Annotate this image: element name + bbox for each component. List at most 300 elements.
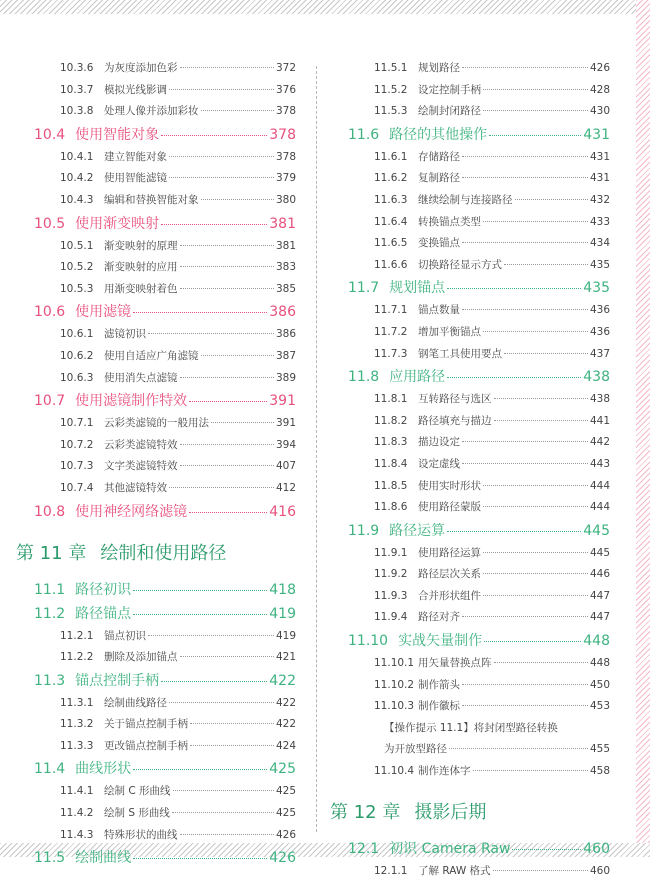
entry-number: 11.4 [34, 761, 66, 778]
page-number: 446 [589, 568, 610, 581]
dot-leader [180, 245, 274, 246]
dot-leader [133, 590, 267, 591]
page-number: 445 [589, 546, 610, 559]
entry-title: 切换路径显示方式 [418, 258, 502, 271]
entry-title: 锚点控制手柄 [75, 672, 160, 689]
subsection-entry[interactable] [60, 80, 296, 102]
page-number: 421 [275, 651, 296, 664]
subsection-entry[interactable] [374, 586, 610, 608]
dot-leader [190, 723, 274, 724]
dot-leader [462, 705, 588, 706]
dot-leader [180, 266, 274, 267]
page-number: 391 [275, 417, 296, 430]
dot-leader [484, 641, 581, 642]
subsection-entry[interactable] [60, 324, 296, 346]
entry-number: 11.3.1 [60, 696, 94, 709]
chapter-title: 摄影后期 [414, 801, 487, 823]
dot-leader [483, 89, 588, 90]
entry-number: 11.4.3 [60, 828, 94, 841]
entry-number: 10.5 [34, 215, 66, 232]
subsection-entry[interactable] [374, 675, 610, 697]
page-number: 436 [589, 325, 610, 338]
dot-leader [133, 858, 267, 859]
subsection-entry[interactable] [374, 432, 610, 454]
page-number: 422 [275, 718, 296, 731]
subsection-entry[interactable] [374, 300, 610, 322]
entry-title: 云彩类滤镜的一般用法 [104, 417, 209, 430]
entry-number: 11.5.2 [374, 83, 408, 96]
entry-number: 10.7.2 [60, 438, 94, 451]
page-number: 418 [269, 581, 296, 598]
dot-leader [133, 614, 267, 615]
subsection-entry[interactable] [60, 346, 296, 368]
entry-title: 关于锚点控制手柄 [104, 718, 188, 731]
dot-leader [189, 512, 267, 513]
subsection-entry[interactable] [374, 761, 610, 783]
page-number: 426 [589, 62, 610, 74]
subsection-entry[interactable] [374, 233, 610, 255]
entry-title: 制作徽标 [418, 700, 460, 713]
subsection-entry[interactable] [60, 147, 296, 169]
page-number: 378 [275, 150, 296, 163]
entry-title: 锚点数量 [418, 304, 460, 317]
section-entry[interactable] [348, 837, 610, 861]
entry-title: 绘制封闭路径 [418, 105, 481, 118]
entry-number: 11.10.3 [374, 700, 415, 713]
subsection-entry[interactable] [374, 80, 610, 102]
dot-leader [512, 849, 581, 850]
page-number: 386 [275, 328, 296, 341]
page-number: 407 [275, 460, 296, 473]
entry-title: 绘制 C 形曲线 [104, 785, 171, 798]
page-number: 391 [269, 393, 296, 410]
dot-leader [447, 288, 581, 289]
subsection-entry[interactable] [374, 58, 610, 80]
dot-leader [494, 420, 588, 421]
entry-number: 11.2.2 [60, 651, 94, 664]
page-number: 437 [589, 347, 610, 360]
page-number: 372 [275, 62, 296, 74]
entry-number: 11.8.6 [374, 501, 408, 514]
subsection-entry[interactable] [374, 564, 610, 586]
subsection-entry[interactable] [60, 456, 296, 478]
dot-leader [462, 309, 588, 310]
entry-number: 10.7.1 [60, 417, 94, 430]
page-number: 447 [589, 611, 610, 624]
entry-number: 10.7.4 [60, 481, 94, 494]
subsection-entry[interactable] [374, 190, 610, 212]
page-number: 434 [589, 237, 610, 250]
section-entry[interactable] [348, 629, 610, 653]
entry-title: 转换锚点类型 [418, 215, 481, 228]
entry-title: 变换锚点 [418, 237, 460, 250]
entry-number: 10.3.6 [60, 62, 94, 74]
entry-title: 路径对齐 [418, 611, 460, 624]
dot-leader [483, 110, 588, 111]
page-number: 460 [583, 840, 610, 857]
page-number: 422 [269, 672, 296, 689]
page-number: 387 [275, 349, 296, 362]
subsection-entry[interactable] [374, 212, 610, 234]
subsection-entry[interactable] [60, 647, 296, 669]
subsection-entry[interactable] [60, 236, 296, 258]
page-number: 425 [269, 761, 296, 778]
page-number: 381 [275, 239, 296, 252]
page-number: 443 [589, 457, 610, 470]
dot-leader [180, 465, 274, 466]
entry-number: 10.4.3 [60, 193, 94, 206]
entry-title: 路径填充与描边 [418, 414, 492, 427]
dot-leader [504, 353, 588, 354]
page-number: 436 [589, 304, 610, 317]
page-number: 431 [583, 126, 610, 143]
subsection-entry[interactable] [374, 322, 610, 344]
entry-title: 处理人像并添加彩妆 [104, 105, 199, 118]
dot-leader [447, 377, 581, 378]
entry-title: 绘制 S 形曲线 [104, 807, 170, 820]
entry-number: 10.6.2 [60, 349, 94, 362]
page-number: 380 [275, 193, 296, 206]
entry-title: 路径运算 [389, 522, 446, 539]
entry-title: 制作连体字 [418, 765, 471, 778]
page-number: 386 [269, 304, 296, 321]
section-entry[interactable] [34, 300, 296, 324]
entry-number: 11.9.2 [374, 568, 408, 581]
entry-title: 使用滤镜 [75, 304, 132, 321]
chapter-title: 绘制和使用路径 [100, 542, 227, 564]
subsection-entry[interactable] [60, 781, 296, 803]
section-entry[interactable] [34, 602, 296, 626]
entry-number: 10.3.7 [60, 83, 94, 96]
subsection-entry[interactable] [60, 368, 296, 390]
entry-title: 继续绘制与连接路径 [418, 193, 513, 206]
dot-leader [462, 242, 588, 243]
entry-number: 11.3.2 [60, 718, 94, 731]
entry-number: 11.8.3 [374, 436, 408, 449]
column-divider [316, 66, 317, 832]
entry-title: 锚点初识 [104, 629, 146, 642]
subsection-entry[interactable] [374, 389, 610, 411]
entry-number: 11.9 [348, 522, 380, 539]
entry-title: 路径的其他操作 [389, 126, 488, 143]
entry-number: 10.7.3 [60, 460, 94, 473]
entry-title: 制作箭头 [418, 678, 460, 691]
dot-leader [180, 656, 274, 657]
dot-leader [462, 156, 588, 157]
entry-number: 11.6 [348, 126, 380, 143]
subsection-entry[interactable] [374, 454, 610, 476]
entry-number: 10.6.1 [60, 328, 94, 341]
entry-title: 其他滤镜特效 [104, 481, 167, 494]
section-entry[interactable] [34, 389, 296, 413]
entry-title: 使用路径蒙版 [418, 501, 481, 514]
entry-title: 用矢量替换点阵 [418, 657, 492, 670]
dot-leader [161, 135, 267, 136]
dot-leader [489, 135, 581, 136]
subsection-entry[interactable] [60, 279, 296, 301]
entry-title: 删除及添加锚点 [104, 651, 178, 664]
page-number: 455 [589, 743, 610, 756]
page-number: 432 [589, 193, 610, 206]
entry-title: 使用神经网络滤镜 [75, 503, 188, 520]
page-number: 435 [583, 280, 610, 297]
dot-leader [180, 67, 274, 68]
subsection-entry[interactable] [60, 168, 296, 190]
subsection-entry[interactable] [374, 497, 610, 519]
page-number: 441 [589, 414, 610, 427]
subsection-entry[interactable] [374, 653, 610, 675]
subsection-entry[interactable] [60, 413, 296, 435]
subsection-entry[interactable] [374, 411, 610, 433]
dot-leader [211, 422, 274, 423]
section-entry[interactable] [348, 365, 610, 389]
page-number: 426 [275, 828, 296, 841]
entry-title: 路径层次关系 [418, 568, 481, 581]
subsection-entry[interactable] [60, 803, 296, 825]
entry-number: 11.6.5 [374, 237, 408, 250]
dot-leader [161, 681, 267, 682]
entry-number: 11.9.3 [374, 589, 408, 602]
section-entry[interactable] [34, 500, 296, 524]
section-entry[interactable] [348, 276, 610, 300]
dot-leader [180, 834, 274, 835]
entry-number: 11.6.6 [374, 258, 408, 271]
page-number: 376 [275, 83, 296, 96]
dot-leader [483, 573, 588, 574]
entry-number: 10.6 [34, 304, 66, 321]
entry-title: 渐变映射的应用 [104, 261, 178, 274]
entry-title: 使用消失点滤镜 [104, 371, 178, 384]
page-number: 448 [583, 633, 610, 650]
dot-leader [494, 398, 588, 399]
section-entry[interactable] [34, 123, 296, 147]
subsection-entry[interactable] [60, 736, 296, 758]
entry-number: 11.6.3 [374, 193, 408, 206]
entry-number: 11.7.3 [374, 347, 408, 360]
entry-number: 10.3.8 [60, 105, 94, 118]
entry-number: 11.5.3 [374, 105, 408, 118]
note-entry-continued[interactable] [384, 739, 610, 761]
chapter-number: 第 11 章 [16, 542, 87, 564]
entry-title: 绘制曲线 [75, 850, 132, 867]
note-entry[interactable] [384, 718, 610, 740]
page-number: 422 [275, 696, 296, 709]
page-number: 430 [589, 105, 610, 118]
page-number: 453 [589, 700, 610, 713]
section-entry[interactable] [34, 578, 296, 602]
entry-number: 11.6.2 [374, 172, 408, 185]
entry-title: 应用路径 [389, 369, 446, 386]
dot-leader [169, 89, 274, 90]
dot-leader [483, 595, 588, 596]
subsection-entry[interactable] [60, 478, 296, 500]
entry-number: 11.3.3 [60, 739, 94, 752]
entry-number: 11.9.1 [374, 546, 408, 559]
dot-leader [169, 156, 274, 157]
page-number: 428 [589, 83, 610, 96]
entry-title: 为灰度添加色彩 [104, 62, 178, 74]
dot-leader [462, 441, 588, 442]
subsection-entry[interactable] [374, 147, 610, 169]
page-number: 435 [589, 258, 610, 271]
entry-title: 使用滤镜制作特效 [75, 393, 188, 410]
subsection-entry[interactable] [60, 693, 296, 715]
dot-leader [483, 221, 588, 222]
entry-number: 10.5.2 [60, 261, 94, 274]
entry-title: 使用智能滤镜 [104, 172, 167, 185]
subsection-entry[interactable] [374, 168, 610, 190]
entry-number: 10.8 [34, 503, 66, 520]
entry-title: 规划路径 [418, 62, 460, 74]
note-line-1: 【操作提示 11.1】将封闭型路径转换 [384, 721, 558, 734]
entry-number: 11.8 [348, 369, 380, 386]
entry-title: 钢笔工具使用要点 [418, 347, 502, 360]
dot-leader [180, 377, 274, 378]
subsection-entry[interactable] [60, 257, 296, 279]
subsection-entry[interactable] [374, 476, 610, 498]
dot-leader [462, 67, 588, 68]
section-entry[interactable] [34, 669, 296, 693]
chapter-heading[interactable] [330, 791, 610, 835]
page-number: 416 [269, 503, 296, 520]
subsection-entry[interactable] [374, 861, 610, 882]
entry-title: 使用实时形状 [418, 479, 481, 492]
entry-title: 设定虚线 [418, 457, 460, 470]
entry-number: 11.8.1 [374, 393, 408, 406]
entry-title: 复制路径 [418, 172, 460, 185]
page-number: 426 [269, 850, 296, 867]
entry-title: 渐变映射的原理 [104, 239, 178, 252]
subsection-entry[interactable] [374, 344, 610, 366]
page-number: 419 [275, 629, 296, 642]
dot-leader [462, 463, 588, 464]
page-number: 378 [269, 126, 296, 143]
entry-title: 使用路径运算 [418, 546, 481, 559]
subsection-entry[interactable] [60, 58, 296, 80]
dot-leader [180, 288, 274, 289]
subsection-entry[interactable] [60, 190, 296, 212]
dot-leader [148, 635, 274, 636]
page-number: 431 [589, 150, 610, 163]
dot-leader [148, 333, 274, 334]
page-number: 381 [269, 215, 296, 232]
right-stripe-border [636, 0, 650, 857]
entry-title: 曲线形状 [75, 761, 132, 778]
entry-title: 互转路径与选区 [418, 393, 492, 406]
note-line-2: 为开放型路径 [384, 743, 447, 756]
dot-leader [201, 355, 274, 356]
entry-number: 10.4.1 [60, 150, 94, 163]
subsection-entry[interactable] [374, 543, 610, 565]
subsection-entry[interactable] [374, 696, 610, 718]
entry-number: 10.4 [34, 126, 66, 143]
dot-leader [161, 224, 267, 225]
dot-leader [515, 199, 588, 200]
entry-number: 11.2.1 [60, 629, 94, 642]
page-number: 442 [589, 436, 610, 449]
page-number: 431 [589, 172, 610, 185]
entry-title: 了解 RAW 格式 [418, 864, 491, 877]
entry-number: 11.3 [34, 672, 66, 689]
entry-number: 11.2 [34, 605, 66, 622]
page-number: 383 [275, 261, 296, 274]
dot-leader [483, 485, 588, 486]
page-number: 445 [583, 522, 610, 539]
dot-leader [462, 177, 588, 178]
dot-leader [483, 331, 588, 332]
page-number: 378 [275, 105, 296, 118]
dot-leader [189, 401, 267, 402]
entry-title: 增加平衡锚点 [418, 325, 481, 338]
dot-leader [169, 177, 274, 178]
top-stripe-border [0, 0, 650, 14]
dot-leader [190, 745, 274, 746]
entry-title: 存储路径 [418, 150, 460, 163]
entry-number: 11.10 [348, 633, 389, 650]
dot-leader [462, 616, 588, 617]
entry-title: 云彩类滤镜特效 [104, 438, 178, 451]
subsection-entry[interactable] [60, 825, 296, 847]
dot-leader [493, 870, 588, 871]
dot-leader [133, 312, 267, 313]
subsection-entry[interactable] [60, 435, 296, 457]
section-entry[interactable] [34, 846, 296, 870]
section-entry[interactable] [34, 212, 296, 236]
chapter-heading[interactable] [16, 532, 296, 576]
subsection-entry[interactable] [374, 607, 610, 629]
section-entry[interactable] [34, 757, 296, 781]
page-number: 460 [589, 864, 610, 877]
entry-number: 11.1 [34, 581, 66, 598]
entry-title: 绘制曲线路径 [104, 696, 167, 709]
entry-number: 11.6.1 [374, 150, 408, 163]
subsection-entry[interactable] [374, 101, 610, 123]
subsection-entry[interactable] [60, 714, 296, 736]
entry-number: 11.5 [34, 850, 66, 867]
entry-title: 使用智能对象 [75, 126, 160, 143]
toc-left-column [16, 58, 296, 870]
section-entry[interactable] [348, 519, 610, 543]
page-number: 444 [589, 501, 610, 514]
entry-title: 建立智能对象 [104, 150, 167, 163]
page-number: 458 [589, 765, 610, 778]
entry-number: 11.8.2 [374, 414, 408, 427]
entry-title: 模拟光线影调 [104, 83, 167, 96]
page-number: 425 [275, 785, 296, 798]
dot-leader [180, 444, 274, 445]
entry-title: 实战矢量制作 [398, 633, 483, 650]
subsection-entry[interactable] [60, 101, 296, 123]
page-number: 394 [275, 438, 296, 451]
page-number: 379 [275, 172, 296, 185]
entry-number: 10.5.1 [60, 239, 94, 252]
dot-leader [462, 684, 588, 685]
dot-leader [173, 790, 274, 791]
entry-number: 11.10.2 [374, 678, 415, 691]
subsection-entry[interactable] [60, 626, 296, 648]
entry-number: 11.8.4 [374, 457, 408, 470]
dot-leader [483, 552, 588, 553]
page-number: 419 [269, 605, 296, 622]
page-number: 438 [583, 369, 610, 386]
subsection-entry[interactable] [374, 255, 610, 277]
entry-number: 10.4.2 [60, 172, 94, 185]
section-entry[interactable] [348, 123, 610, 147]
dot-leader [494, 662, 588, 663]
dot-leader [449, 748, 588, 749]
entry-title: 文字类滤镜特效 [104, 460, 178, 473]
dot-leader [169, 487, 274, 488]
